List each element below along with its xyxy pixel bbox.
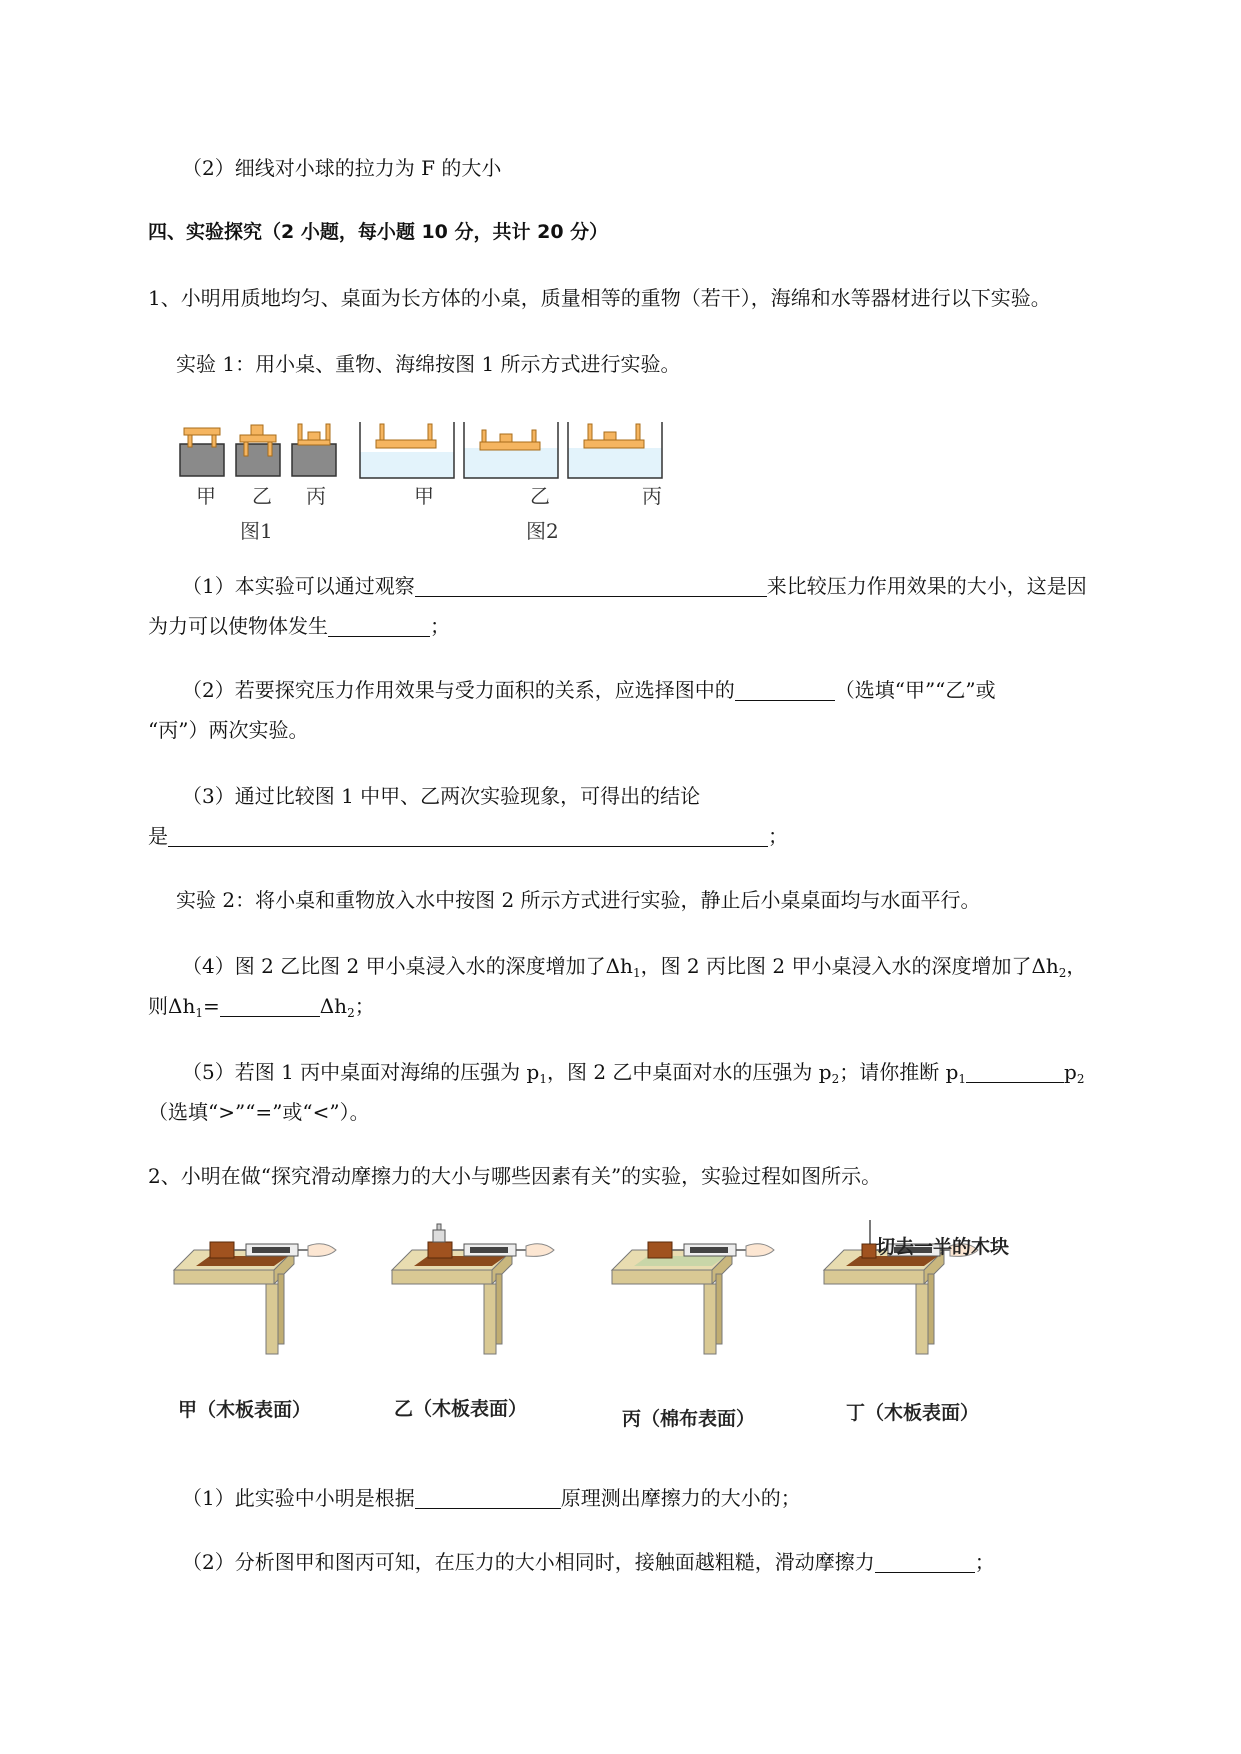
text: “丙”）两次实验。: [148, 718, 309, 742]
text: 2、小明在做“探究滑动摩擦力的大小与哪些因素有关”的实验，实验过程如图所示。: [148, 1164, 882, 1188]
fig1-yi: [236, 425, 280, 476]
text: ，图 2 丙比图 2 甲小桌浸入水的深度增加了Δh: [640, 954, 1059, 978]
subscript: 1: [195, 1006, 203, 1020]
text: 原理测出摩擦力的大小的；: [560, 1486, 801, 1510]
text: 是: [148, 824, 168, 848]
text: ；: [430, 614, 450, 638]
fig2-yi: [464, 422, 558, 478]
section-heading: [148, 220, 608, 244]
q2-1-line: [182, 1486, 801, 1510]
fig2-label-jia: 甲: [414, 484, 434, 508]
fig2-caption: 图2: [526, 519, 559, 543]
text: 四、实验探究（2 小题，每小题 10 分，共计 20 分）: [148, 221, 609, 243]
friction-note: 切去一半的木块: [876, 1236, 1010, 1258]
friction-fig-bing: [612, 1242, 774, 1354]
text: （1）此实验中小明是根据: [182, 1486, 415, 1510]
answer-blank[interactable]: [735, 680, 835, 701]
answer-blank[interactable]: [220, 996, 320, 1017]
text: ，图 2 乙中桌面对水的压强为 p: [546, 1060, 832, 1084]
friction-label-bing: 丙（棉布表面）: [622, 1408, 756, 1430]
friction-fig-yi: [392, 1224, 554, 1354]
text: （选填“>”“=”或“<”）。: [148, 1100, 370, 1124]
text: =: [202, 994, 220, 1018]
answer-blank[interactable]: [415, 576, 767, 597]
subscript: 2: [1058, 966, 1067, 980]
q1-2-line-b: [148, 718, 308, 742]
text: 实验 1：用小桌、重物、海绵按图 1 所示方式进行实验。: [176, 352, 681, 376]
q1-3-line-a: [182, 784, 700, 808]
fig1-bing: [292, 424, 336, 476]
text: ；: [768, 824, 788, 848]
text: （3）通过比较图 1 中甲、乙两次实验现象，可得出的结论: [182, 784, 701, 808]
text: ；: [354, 994, 375, 1018]
q1-4-line-a: [182, 954, 1086, 985]
question-2-stem: [148, 1164, 881, 1188]
prev-question-line: [182, 156, 501, 180]
fig1-label-jia: 甲: [196, 484, 216, 508]
text: （2）若要探究压力作用效果与受力面积的关系，应选择图中的: [182, 678, 735, 702]
fig2-jia: [360, 422, 454, 478]
text: （选填“甲”“乙”或: [834, 678, 996, 702]
subscript: 1: [539, 1072, 547, 1086]
fig1-jia: [180, 428, 224, 476]
q1-2-line-a: [182, 678, 996, 702]
fig1-label-bing: 丙: [306, 484, 326, 508]
answer-blank[interactable]: [168, 826, 768, 847]
fig1-caption: 图1: [240, 519, 273, 543]
subscript: 2: [831, 1072, 840, 1086]
text: ，: [1066, 954, 1087, 978]
subscript: 2: [1076, 1072, 1085, 1086]
text: ；: [974, 1550, 995, 1574]
subscript: 1: [632, 966, 641, 980]
text: 来比较压力作用效果的大小，这是因: [766, 574, 1087, 598]
friction-label-jia: 甲（木板表面）: [178, 1399, 312, 1421]
text: 则Δh: [148, 994, 196, 1018]
subscript: 2: [347, 1006, 355, 1020]
answer-blank[interactable]: [875, 1552, 975, 1573]
text: 1、小明用质地均匀、桌面为长方体的小桌，质量相等的重物（若干），海绵和水等器材进行以下实验。: [148, 286, 1051, 310]
q1-5-line-b: [148, 1100, 370, 1124]
answer-blank[interactable]: [415, 1488, 561, 1509]
text: p: [1064, 1060, 1077, 1084]
text: ；请你推断 p: [839, 1060, 959, 1084]
q1-1-line-b: [148, 614, 450, 638]
q1-5-line-a: [182, 1060, 1084, 1091]
experiment-2-text: [176, 888, 981, 912]
text: （2）分析图甲和图丙可知，在压力的大小相同时，接触面越粗糙，滑动摩擦力: [182, 1550, 875, 1574]
text: 为力可以使物体发生: [148, 614, 328, 638]
fig2-label-yi: 乙: [530, 484, 550, 508]
question-1-stem: [148, 286, 1051, 310]
q1-1-line-a: [182, 574, 1087, 598]
q1-3-line-b: [148, 824, 788, 848]
fig2-bing: [568, 422, 662, 478]
friction-fig-jia: [174, 1242, 336, 1354]
friction-label-yi: 乙（木板表面）: [394, 1398, 528, 1420]
q1-4-line-b: [148, 994, 375, 1025]
friction-label-ding: 丁（木板表面）: [846, 1402, 980, 1424]
subscript: 1: [958, 1072, 967, 1086]
q2-2-line: [182, 1550, 995, 1574]
experiment-1-text: [176, 352, 681, 376]
text: Δh: [319, 994, 348, 1018]
text: （2）细线对小球的拉力为 F 的大小: [182, 156, 502, 180]
fig1-label-yi: 乙: [252, 484, 272, 508]
text: （5）若图 1 丙中桌面对海绵的压强为 p: [182, 1060, 540, 1084]
text: （4）图 2 乙比图 2 甲小桌浸入水的深度增加了Δh: [182, 954, 633, 978]
text: 实验 2：将小桌和重物放入水中按图 2 所示方式进行实验，静止后小桌桌面均与水面平行。: [176, 888, 981, 912]
answer-blank[interactable]: [966, 1062, 1064, 1083]
fig2-label-bing: 丙: [642, 484, 662, 508]
text: （1）本实验可以通过观察: [182, 574, 415, 598]
answer-blank[interactable]: [328, 616, 430, 637]
